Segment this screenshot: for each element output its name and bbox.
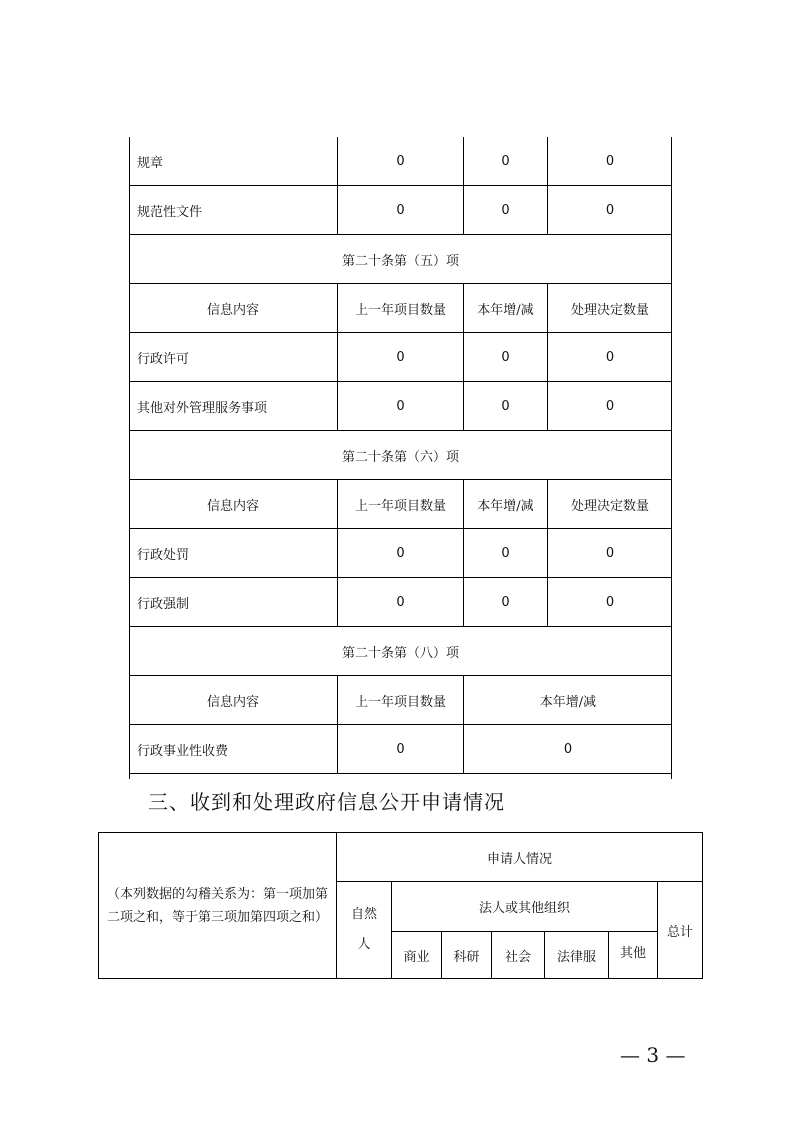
row-label: 行政强制 <box>137 596 190 612</box>
table-row <box>129 529 672 578</box>
header-row <box>129 676 672 725</box>
value-change: 0 <box>463 725 672 773</box>
header-row <box>129 480 672 529</box>
section-heading: 第二十条第（六）项 <box>341 449 459 465</box>
col-header-prev-count: 上一年项目数量 <box>337 480 463 528</box>
left-note: （本列数据的勾稽关系为：第一项加第二项之和，等于第三项加第四项之和） <box>106 886 328 925</box>
col-header-content: 信息内容 <box>206 302 259 318</box>
col-header-decisions: 处理决定数量 <box>547 480 672 528</box>
row-label: 行政事业性收费 <box>137 743 229 759</box>
value-prev-count: 0 <box>337 578 463 626</box>
applicant-header: 申请人情况 <box>336 833 702 882</box>
value-prev-count: 0 <box>337 186 463 234</box>
col-header-decisions: 处理决定数量 <box>547 284 672 332</box>
value-change: 0 <box>463 382 547 430</box>
col-header-content: 信息内容 <box>206 694 259 710</box>
sub-header-legal-service: 法律服 <box>544 932 608 978</box>
value-decisions: 0 <box>547 529 672 577</box>
row-label: 规范性文件 <box>137 204 203 220</box>
col-header-change: 本年增/减 <box>463 676 672 724</box>
value-change: 0 <box>463 186 547 234</box>
col-header-prev-count: 上一年项目数量 <box>337 676 463 724</box>
left-note-cell <box>99 833 336 978</box>
disclosure-table <box>129 137 672 774</box>
table-row <box>129 186 672 235</box>
sub-header-social: 社会 <box>491 932 544 978</box>
value-prev-count: 0 <box>337 382 463 430</box>
header-row <box>129 284 672 333</box>
sub-header-business: 商业 <box>391 932 441 978</box>
total-header: 总计 <box>657 882 702 978</box>
row-label: 其他对外管理服务事项 <box>137 400 268 416</box>
col-header-content: 信息内容 <box>206 498 259 514</box>
section-row <box>129 627 672 676</box>
legal-org-header: 法人或其他组织 <box>391 882 657 932</box>
row-label: 行政处罚 <box>137 547 190 563</box>
sub-header-other: 其他 <box>608 932 657 978</box>
col-header-change: 本年增/减 <box>463 480 547 528</box>
table-row <box>129 382 672 431</box>
table-row <box>129 137 672 186</box>
section-heading: 第二十条第（八）项 <box>341 645 459 661</box>
col-header-change: 本年增/减 <box>463 284 547 332</box>
section-heading: 第二十条第（五）项 <box>341 253 459 269</box>
row-label: 行政许可 <box>137 351 190 367</box>
value-change: 0 <box>463 578 547 626</box>
value-decisions: 0 <box>547 382 672 430</box>
value-decisions: 0 <box>547 137 672 185</box>
value-decisions: 0 <box>547 333 672 381</box>
section-title: 三、收到和处理政府信息公开申请情况 <box>148 790 505 814</box>
row-label: 规章 <box>137 155 164 171</box>
value-change: 0 <box>463 333 547 381</box>
value-prev-count: 0 <box>337 333 463 381</box>
value-decisions: 0 <box>547 186 672 234</box>
table-row <box>129 333 672 382</box>
value-prev-count: 0 <box>337 137 463 185</box>
value-prev-count: 0 <box>337 529 463 577</box>
table-row <box>129 578 672 627</box>
application-table <box>98 832 703 979</box>
col-header-prev-count: 上一年项目数量 <box>337 284 463 332</box>
value-change: 0 <box>463 529 547 577</box>
natural-person-label: 自然人 <box>351 907 378 952</box>
section-row <box>129 431 672 480</box>
section-row <box>129 235 672 284</box>
value-change: 0 <box>463 137 547 185</box>
table-row <box>129 725 672 774</box>
sub-header-research: 科研 <box>441 932 491 978</box>
natural-person-header <box>336 882 391 978</box>
page-number: — 3 — <box>620 1043 686 1067</box>
value-decisions: 0 <box>547 578 672 626</box>
value-prev-count: 0 <box>337 725 463 773</box>
